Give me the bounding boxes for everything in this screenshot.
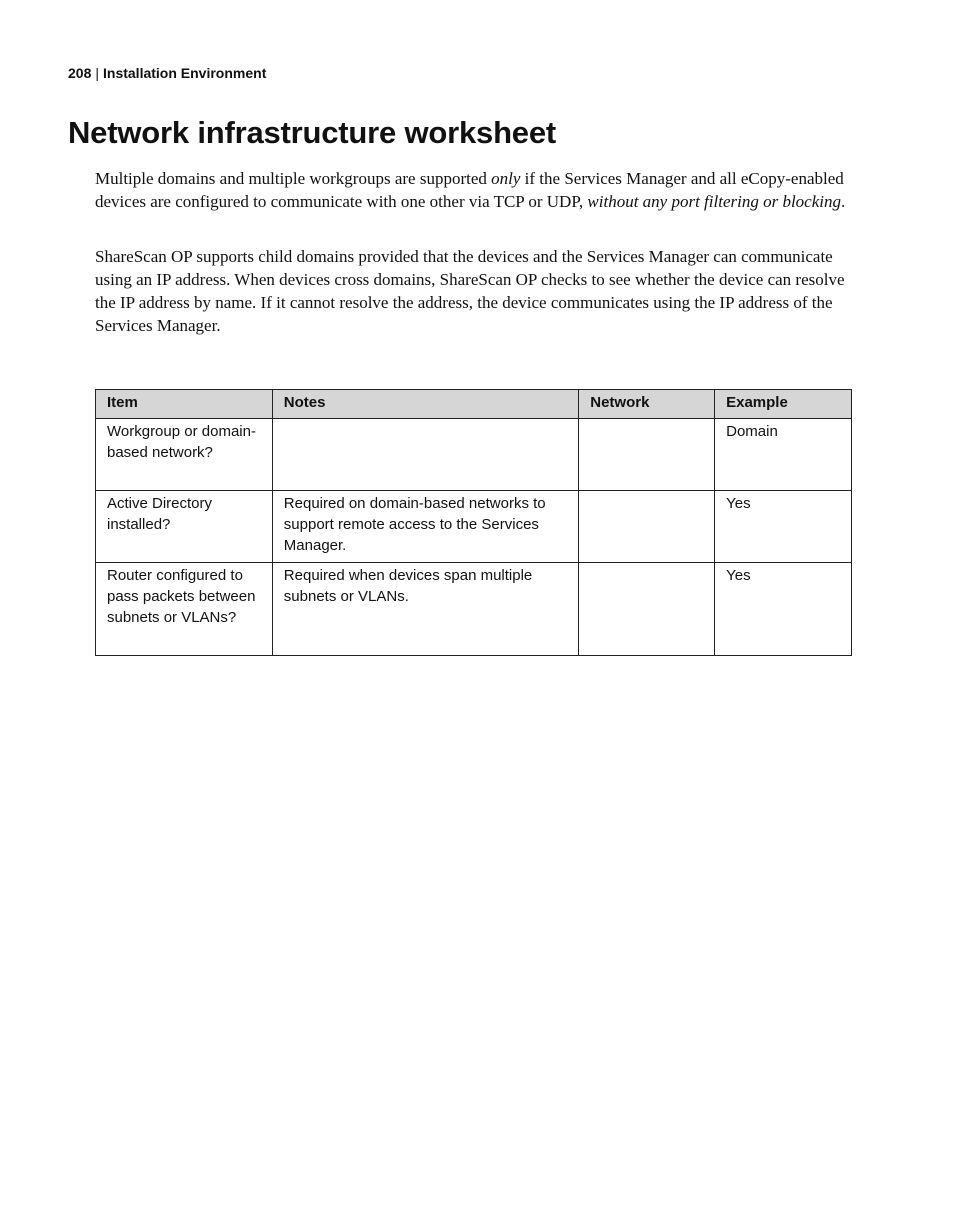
intro-emphasis-filtering: without any port filtering or blocking (587, 192, 841, 211)
page-title: Network infrastructure worksheet (68, 115, 557, 150)
intro-emphasis-only: only (491, 169, 521, 188)
cell-item: Workgroup or domain-based network? (96, 419, 273, 491)
cell-network (579, 563, 715, 656)
intro-text-2: if the Services Manager and all eCopy-enabled devices are configured to communicate with one other via TCP or UDP, (95, 169, 844, 211)
header-separator: | (95, 65, 99, 81)
section-name: Installation Environment (103, 65, 267, 81)
cell-network (579, 491, 715, 563)
cell-notes (272, 419, 578, 491)
column-header-notes: Notes (272, 390, 578, 419)
cell-example: Yes (715, 563, 852, 656)
running-header (68, 63, 266, 83)
cell-notes: Required on domain-based networks to support remote access to the Services Manager. (272, 491, 578, 563)
network-worksheet-table (95, 389, 852, 656)
page-number: 208 (68, 65, 92, 81)
cell-example: Domain (715, 419, 852, 491)
cell-example: Yes (715, 491, 852, 563)
cell-item: Router configured to pass packets between subnets or VLANs? (96, 563, 273, 656)
column-header-network: Network (579, 390, 715, 419)
intro-text-3: . (840, 192, 846, 211)
cell-item: Active Directory installed? (96, 491, 273, 563)
table-row (96, 563, 852, 656)
column-header-example: Example (715, 390, 852, 419)
table-row (96, 419, 852, 491)
cell-network (579, 419, 715, 491)
child-domains-paragraph: ShareScan OP supports child domains provided that the devices and the Services Manager can communicate using an IP address. When devices cross domains, ShareScan OP checks to see whether the device can resolve the IP address by name. If it cannot resolve the address, the device communicates using the IP address of the Services Manager. (95, 247, 845, 335)
table-row (96, 491, 852, 563)
table-header-row (96, 390, 852, 419)
column-header-item: Item (96, 390, 273, 419)
cell-notes: Required when devices span multiple subnets or VLANs. (272, 563, 578, 656)
intro-paragraph (95, 167, 855, 213)
intro-text-1: Multiple domains and multiple workgroups are supported (95, 169, 492, 188)
